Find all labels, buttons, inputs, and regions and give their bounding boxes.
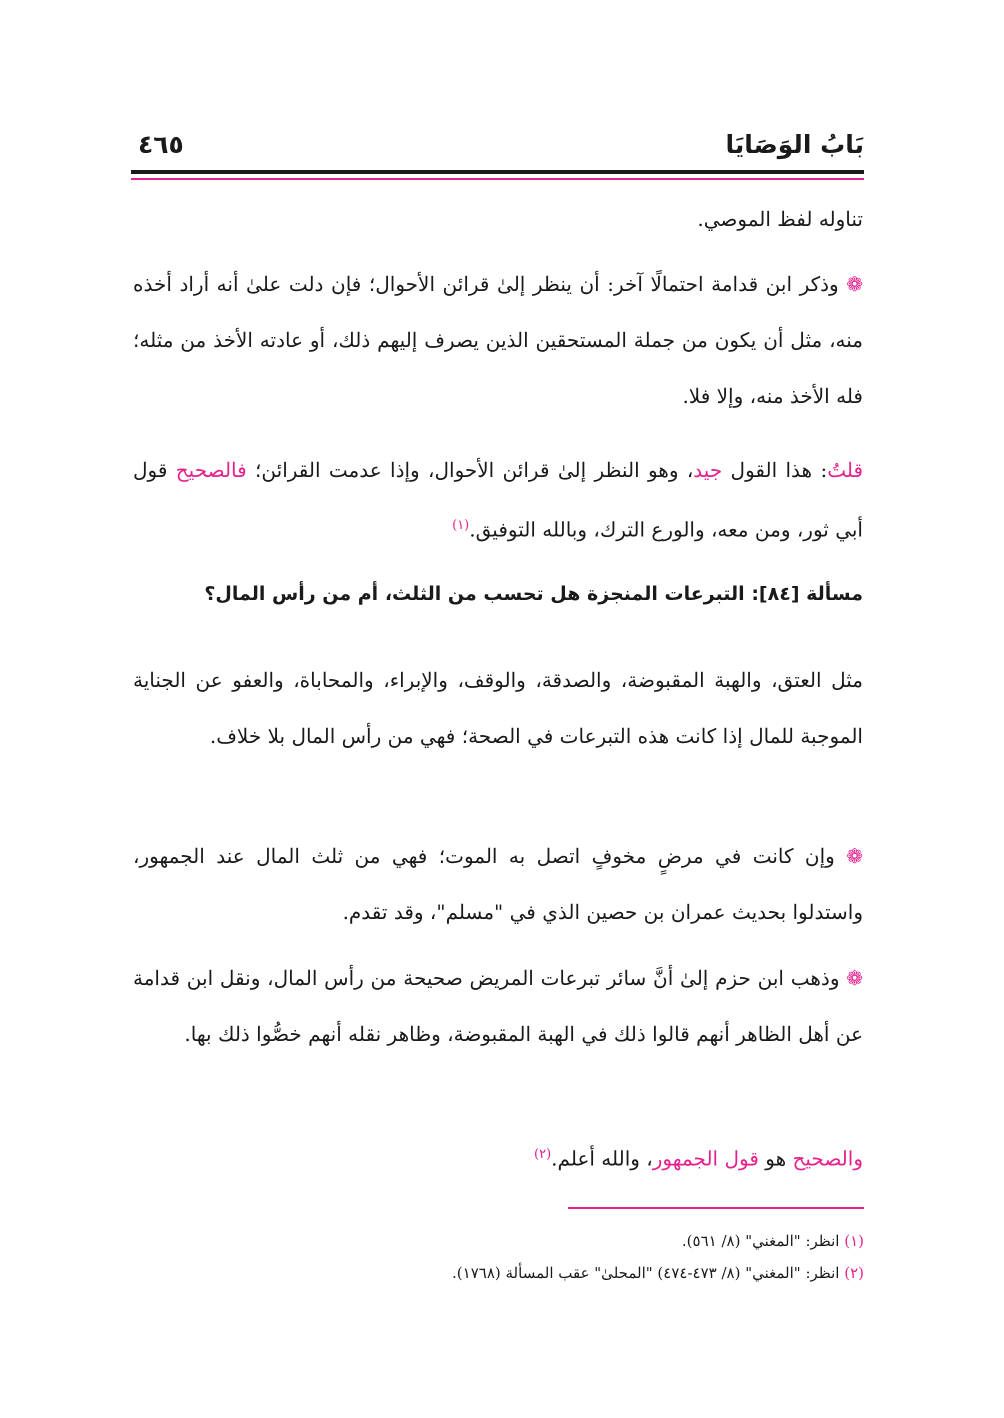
footnote-ref-1: (١) [452, 518, 470, 533]
question-heading [133, 574, 863, 614]
paragraph-3-text-b: ، وهو النظر إلىٰ قرائن الأحوال، وإذا عدمت القرائن؛ [246, 458, 694, 482]
footnote-separator [568, 1207, 864, 1209]
paragraph-2-text: وذكر ابن قدامة احتمالًا آخر: أن ينظر إلىٰ قرائن الأحوال؛ فإن دلت علىٰ أنه أراد أخذه منه، مثل أن يكون من جملة المستحقين الذين يصرف إليهم ذلك، أو عادته الأخذ من مثله؛ فله الأخذ منه، وإلا فلا. [133, 272, 863, 408]
good-keyword: جيد [693, 458, 723, 482]
paragraph-3-text-c: قول أبي ثور، ومن معه، والورع الترك، وبالله التوفيق. [133, 458, 863, 542]
footnote-1 [300, 1228, 864, 1254]
chapter-title: بَابُ الوَصَايَا [725, 130, 864, 159]
paragraph-1 [133, 191, 893, 247]
page-header [138, 128, 864, 168]
footnote-1-mark: (١) [844, 1232, 864, 1250]
footnote-ref-2: (٢) [534, 1147, 552, 1162]
flower-bullet-icon: ❁ [846, 272, 863, 296]
paragraph-6 [133, 950, 863, 1062]
paragraph-6-text: وذهب ابن حزم إلىٰ أنَّ سائر تبرعات المريض صحيحة من رأس المال، ونقل ابن قدامة عن أهل الظاهر أنهم قالوا ذلك في الهبة المقبوضة، وظاهر نقله أنهم خصُّوا ذلك بها. [133, 966, 863, 1046]
flower-bullet-icon: ❁ [846, 844, 864, 868]
correct-keyword: فالصحيح [175, 458, 247, 482]
paragraph-2 [133, 256, 863, 424]
flower-bullet-icon: ❁ [846, 966, 863, 990]
paragraph-4 [133, 652, 893, 764]
question-heading-text: مسألة [٨٤]: التبرعات المنجزة هل تحسب من الثلث، أم من رأس المال؟ [204, 583, 863, 605]
footnote-2 [300, 1260, 864, 1286]
header-rule-thick [131, 170, 864, 174]
majority-keyword: قول الجمهور [652, 1146, 759, 1171]
footnote-1-text: انظر: "المغني" (٨/ ٥٦١). [681, 1232, 840, 1250]
paragraph-7-text-a: هو [758, 1146, 793, 1171]
paragraph-3-text-a: : هذا القول [722, 458, 828, 482]
paragraph-7-text-b: ، والله أعلم. [551, 1146, 653, 1171]
paragraph-1-text: تناوله لفظ الموصي. [697, 207, 863, 231]
paragraph-5 [133, 828, 863, 940]
correct-keyword: والصحيح [792, 1146, 863, 1171]
paragraph-4-text: مثل العتق، والهبة المقبوضة، والصدقة، والوقف، والإبراء، والمحاباة، والعفو عن الجناية الموجبة للمال إذا كانت هذه التبرعات في الصحة؛ فهي من رأس المال بلا خلاف. [133, 668, 863, 748]
footnote-2-mark: (٢) [844, 1264, 864, 1282]
paragraph-7 [133, 1127, 893, 1187]
page-number: ٤٦٥ [138, 130, 184, 159]
said-keyword: قلتُ [827, 458, 864, 482]
header-rule-accent [131, 178, 864, 180]
paragraph-3 [133, 442, 893, 558]
footnote-2-text: انظر: "المغني" (٨/ ٤٧٣-٤٧٤) "المحلىٰ" عقب المسألة (١٧٦٨). [452, 1264, 840, 1282]
paragraph-5-text: وإن كانت في مرضٍ مخوفٍ اتصل به الموت؛ فهي من ثلث المال عند الجمهور، واستدلوا بحديث عمران بن حصين الذي في "مسلم"، وقد تقدم. [133, 844, 863, 924]
